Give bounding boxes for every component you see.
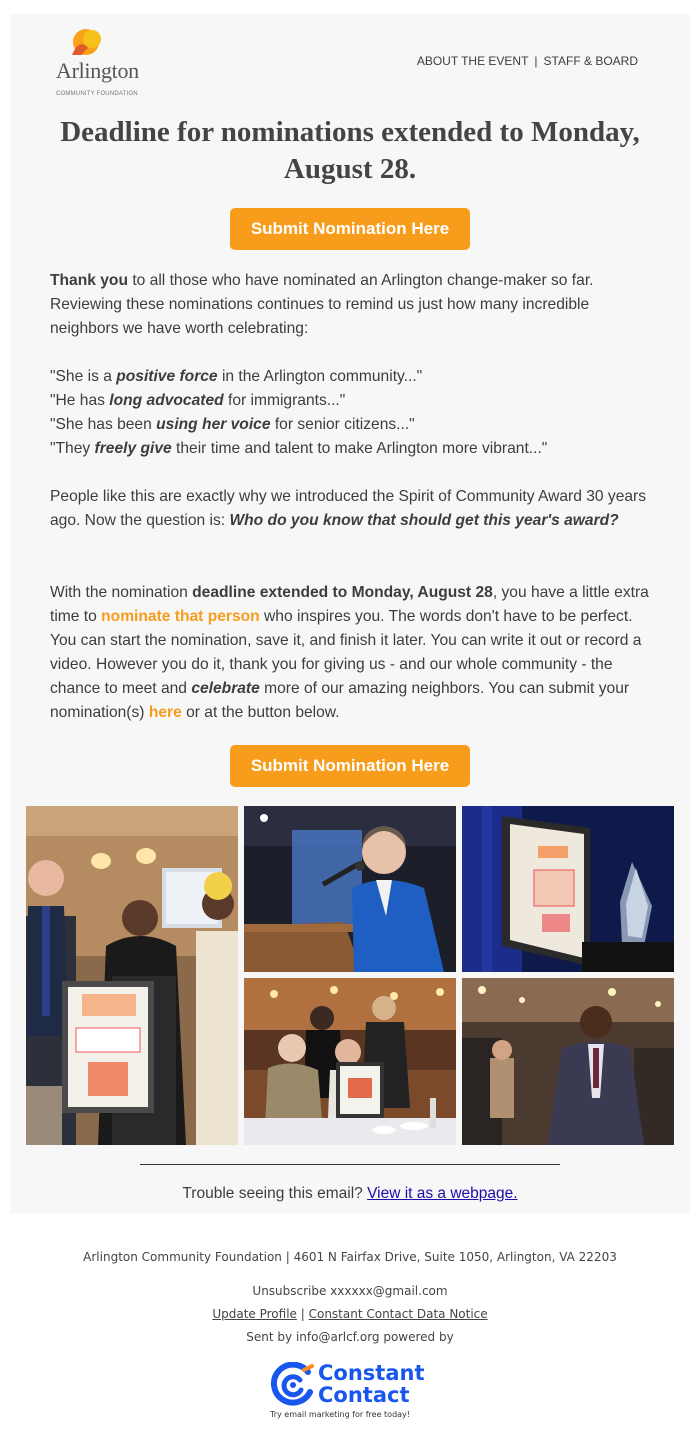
quote-text: their time and talent to make Arlington more vibrant..." (171, 440, 548, 457)
quote-text: "She is a (50, 368, 117, 385)
photo-collage (26, 806, 674, 1145)
arlington-logo[interactable] (54, 28, 154, 97)
quote-text: "He has (50, 392, 110, 409)
certificate-trophy-photo (462, 806, 674, 972)
nominate-that-person-link[interactable]: nominate that person (101, 608, 260, 625)
here-link[interactable]: here (148, 704, 182, 721)
award-recipients-photo (26, 806, 238, 1145)
constant-contact-icon (270, 1362, 316, 1408)
submit-nomination-button-bottom[interactable]: Submit Nomination Here (230, 745, 470, 787)
intro-paragraph (50, 269, 650, 341)
quotes-block (50, 365, 650, 461)
deadline-text: With the nomination (50, 584, 193, 601)
quote-line (50, 389, 650, 413)
submit-nomination-button[interactable]: Submit Nomination Here (230, 208, 470, 250)
divider (140, 1164, 560, 1165)
data-notice-link[interactable]: Constant Contact Data Notice (308, 1307, 488, 1321)
intro-text: to all those who have nominated an Arlington change-maker so far. Reviewing these nominations continues to remind us just how many incredible neighbors we have worth celebrating: (50, 272, 594, 337)
constant-contact-logo[interactable] (268, 1360, 438, 1426)
sun-logo-icon (66, 28, 102, 56)
trouble-text: Trouble seeing this email? (182, 1185, 368, 1202)
quote-text: in the Arlington community..." (217, 368, 423, 385)
quote-text: for immigrants..." (223, 392, 346, 409)
speaker-photo (244, 806, 456, 972)
deadline-text: or at the button below. (181, 704, 340, 721)
footer-address: Arlington Community Foundation | 4601 N Fairfax Drive, Suite 1050, Arlington, VA 22203 (83, 1250, 617, 1264)
deadline-text: more of our amazing neighbors. You can submit your nomination(s) (50, 680, 630, 721)
award-paragraph (50, 485, 650, 533)
constant-contact-wordmark (318, 1362, 425, 1406)
quote-emphasis: positive force (116, 368, 218, 385)
deadline-paragraph (50, 581, 650, 725)
unsubscribe-link[interactable]: Unsubscribe xxxxxx@gmail.com (252, 1284, 448, 1298)
celebrate-emphasis: celebrate (191, 680, 260, 697)
cc-wordmark-line2: Contact (318, 1383, 410, 1407)
award-text: People like this are exactly why we introduced the Spirit of Community Award 30 years ago. Now the question is: (50, 488, 647, 529)
view-as-webpage-link[interactable]: View it as a webpage. (367, 1185, 518, 1202)
award-question: Who do you know that should get this year's award? (229, 512, 619, 529)
quote-line (50, 365, 650, 389)
footer-link-separator: | (296, 1307, 309, 1321)
view-online-line (10, 1185, 690, 1203)
cc-tagline: Try email marketing for free today! (270, 1410, 410, 1419)
headline: Deadline for nominations extended to Monday, August 28. (60, 116, 640, 185)
quote-text: for senior citizens..." (270, 416, 415, 433)
footer-links (0, 1307, 700, 1321)
deadline-bold: deadline extended to Monday, August 28 (192, 584, 493, 601)
banquet-table-photo (244, 978, 456, 1145)
quote-emphasis: freely give (94, 440, 172, 457)
cc-wordmark-line1: Constant (318, 1361, 425, 1385)
sent-by-line: Sent by info@arlcf.org powered by (246, 1330, 454, 1344)
top-nav (417, 54, 638, 68)
quote-text: "They (50, 440, 95, 457)
email-card (10, 14, 690, 1214)
logo-name: Arlington (56, 58, 139, 83)
deadline-text: who inspires you. The words don't have to be perfect. You can start the nomination, save it, and finish it later. You can write it out or record a video. However you do it, thank you for giving us - and our whole community - the chance to meet and (50, 608, 642, 697)
logo-subtitle: COMMUNITY FOUNDATION (56, 91, 138, 97)
quote-emphasis: long advocated (109, 392, 224, 409)
deadline-text: , you have a little extra time to (50, 584, 649, 625)
quote-line (50, 413, 650, 437)
nav-staff-board[interactable]: STAFF & BOARD (543, 54, 638, 68)
quote-text: "She has been (50, 416, 157, 433)
quote-line (50, 437, 650, 461)
quote-emphasis: using her voice (156, 416, 271, 433)
nav-about-the-event[interactable]: ABOUT THE EVENT (416, 54, 529, 68)
man-in-suit-photo (462, 978, 674, 1145)
thank-you-bold: Thank you (50, 272, 128, 289)
update-profile-link[interactable]: Update Profile (212, 1307, 297, 1321)
nav-separator: | (534, 54, 538, 68)
